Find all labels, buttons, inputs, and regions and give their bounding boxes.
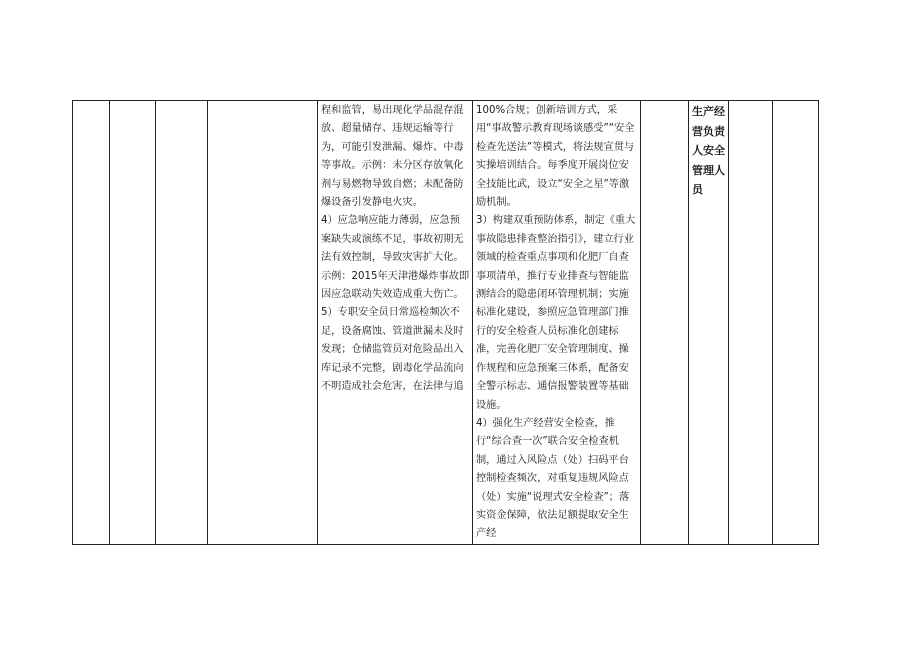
table-cell-empty bbox=[641, 101, 689, 545]
table-cell-empty bbox=[110, 101, 156, 545]
risk-description-paragraph: 程和监管，易出现化学品混存混放、超量储存、违规运输等行为，可能引发泄漏、爆炸、中毒等事故。示例：未分区存放氧化剂与易燃物导致自燃；未配备防爆设备引发静电火灾。 bbox=[321, 105, 464, 209]
table-cell-empty bbox=[729, 101, 773, 545]
risk-description-cell bbox=[318, 101, 473, 545]
table-cell-empty bbox=[208, 101, 318, 545]
control-measure-paragraph: 4）强化生产经营安全检查，推行“综合查一次”联合安全检查机制，通过入风险点（处）扫码平台控制检查频次，对重复违规风险点（处）实施“说理式安全检查”；落实资金保障，依法足额提取安全生产经 bbox=[476, 417, 630, 540]
control-measures-cell bbox=[473, 101, 641, 545]
responsible-person-text: 生产经营负责人安全管理人员 bbox=[692, 105, 725, 196]
control-measure-paragraph: 100%合规；创新培训方式，采用“事故警示教育现场谈感受”“安全检查先送法”等模式，将法规宣贯与实操培训结合。每季度开展岗位安全技能比武，设立“安全之星”等激励机制。 bbox=[476, 105, 635, 209]
table-row bbox=[73, 101, 819, 545]
risk-description-paragraph: 4）应急响应能力薄弱，应急预案缺失或演练不足，事故初期无法有效控制，导致灾害扩大化。示例：2015年天津港爆炸事故即因应急联动失效造成重大伤亡。5）专职安全员日常巡检频次不足，设备腐蚀、管道泄漏未及时发现；仓储监管员对危险品出入库记录不完整，剧毒化学品流向不明造成社会危害，在法律与追 bbox=[321, 215, 470, 393]
table-cell-empty bbox=[73, 101, 110, 545]
table-cell-empty bbox=[773, 101, 819, 545]
risk-control-table bbox=[72, 100, 819, 545]
control-measure-paragraph: 3）构建双重预防体系，制定《重大事故隐患排查整治指引》，建立行业领域的检查重点事项和化肥厂自查事项清单，推行专业排查与智能监测结合的隐患闭环管理机制；实施标准化建设，参照应急管理部门推行的安全检查人员标准化创建标准，完善化肥厂安全管理制度、操作规程和应急预案三体系，配备安全警示标志、通信报警装置等基础设施。 bbox=[476, 215, 636, 411]
table-cell-empty bbox=[156, 101, 208, 545]
responsible-person-cell bbox=[689, 101, 729, 545]
